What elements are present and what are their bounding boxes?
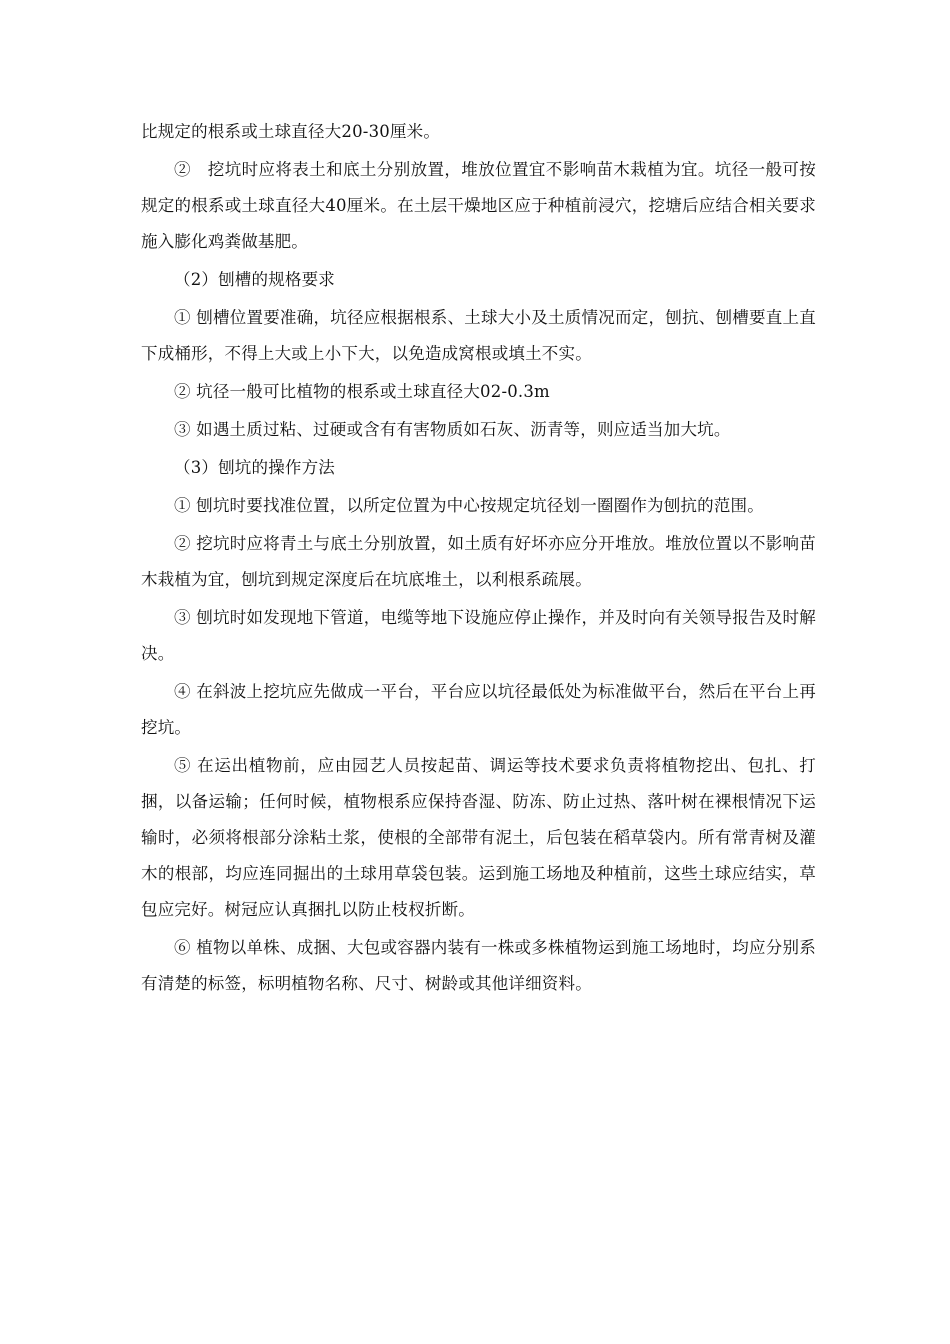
document-body	[141, 114, 816, 1004]
paragraph-trench-item-3: ③ 如遇土质过粘、过硬或含有有害物质如石灰、沥青等，则应适当加大坑。	[174, 420, 731, 439]
paragraph-trench-item-1: ① 刨槽位置要准确，坑径应根据根系、土球大小及土质情况而定，刨抗、刨槽要直上直下成桶形，不得上大或上小下大，以免造成窝根或填土不实。	[141, 308, 816, 363]
paragraph-pit-item-4: ④ 在斜波上挖坑应先做成一平台，平台应以坑径最低处为标准做平台，然后在平台上再挖坑。	[141, 682, 816, 737]
paragraph-pit-item-2: ② 挖坑时应将青土与底土分别放置，如土质有好坏亦应分开堆放。堆放位置以不影响苗木栽植为宜，刨坑到规定深度后在坑底堆土，以利根系疏展。	[141, 534, 816, 589]
paragraph-pit-item-3: ③ 刨坑时如发现地下管道，电缆等地下设施应停止操作，并及时向有关领导报告及时解决。	[141, 608, 816, 663]
paragraph-continuation: 比规定的根系或土球直径大20-30厘米。	[141, 122, 441, 141]
paragraph-pit-item-6: ⑥ 植物以单株、成捆、大包或容器内装有一株或多株植物运到施工场地时，均应分别系有清楚的标签，标明植物名称、尺寸、树龄或其他详细资料。	[141, 938, 816, 993]
paragraph-pit-item-5: ⑤ 在运出植物前，应由园艺人员按起苗、调运等技术要求负责将植物挖出、包扎、打捆，以备运输；任何时候，植物根系应保持沓湿、防冻、防止过热、落叶树在裸根情况下运输时，必须将根部分涂粘土浆，使根的全部带有泥土，后包装在稻草袋内。所有常青树及灌木的根部，均应连同掘出的土球用草袋包装。运到施工场地及种植前，这些土球应结实，草包应完好。树冠应认真捆扎以防止枝杈折断。	[141, 756, 816, 919]
section-heading-pit-method: （3）刨坑的操作方法	[174, 458, 335, 477]
paragraph-item-2-digging: ② 挖坑时应将表土和底土分别放置，堆放位置宜不影响苗木栽植为宜。坑径一般可按规定的根系或土球直径大40厘米。在土层干燥地区应于种植前浸穴，挖塘后应结合相关要求施入膨化鸡粪做基肥。	[141, 160, 816, 251]
section-heading-trench-specs: （2）刨槽的规格要求	[174, 270, 335, 289]
paragraph-pit-item-1: ① 刨坑时要找准位置，以所定位置为中心按规定坑径划一圈圈作为刨抗的范围。	[174, 496, 764, 515]
paragraph-trench-item-2: ② 坑径一般可比植物的根系或土球直径大02-0.3m	[174, 382, 550, 401]
